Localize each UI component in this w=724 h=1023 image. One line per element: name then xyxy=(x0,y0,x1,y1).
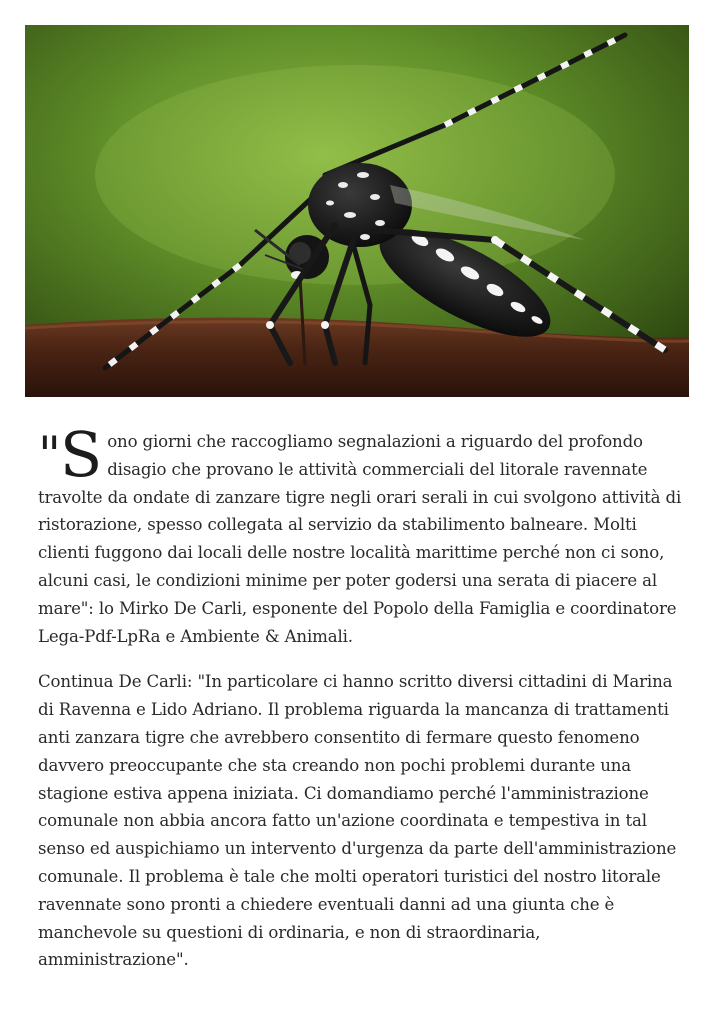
paragraph-2-text: Continua De Carli: "In particolare ci hanno scritto diversi cittadini di Marina di Ravenna e Lido Adriano. Il problema riguarda la mancanza di trattamenti anti zanzara tigre che avrebbero consentito di fermare questo fenomeno davvero preoccupante che sta creando non pochi problemi durante una stagione estiva appena iniziata. Ci domandiamo perché l'amministrazione comunale non abbia ancora fatto un'azione coordinata e tempestiva in tal senso ed auspichiamo un intervento d'urgenza da parte dell'amministrazione comunale. Il problema è tale che molti operatori turistici del nostro litorale ravennate sono pronti a chiedere eventuali danni ad una giunta che è manchevole su questioni di ordinaria, e non di straordinaria, amministrazione". xyxy=(38,672,677,970)
paragraph-1-text: ono giorni che raccogliamo segnalazioni a riguardo del profondo disagio che provano le attività commerciali del litorale ravennate travolte da ondate di zanzare tigre negli orari serali in cui svolgono attività di ristorazione, spesso collegata al servizio da stabilimento balneare. Molti clienti fuggono dai locali delle nostre località marittime perché non ci sono, alcuni casi, le condizioni minime per poter godersi una serata di piacere al mare": lo Mirko De Carli, esponente del Popolo della Famiglia e coordinatore Lega-Pdf-LpRa e Ambiente & Animali. xyxy=(38,432,682,646)
article-photo xyxy=(25,25,689,397)
mosquito-photo-icon xyxy=(25,25,689,397)
drop-cap: S xyxy=(59,418,103,491)
article-body xyxy=(38,418,686,974)
opening-quote-mark: " xyxy=(38,426,61,484)
article-paragraph-2 xyxy=(38,668,686,974)
article-paragraph-1 xyxy=(38,418,686,650)
